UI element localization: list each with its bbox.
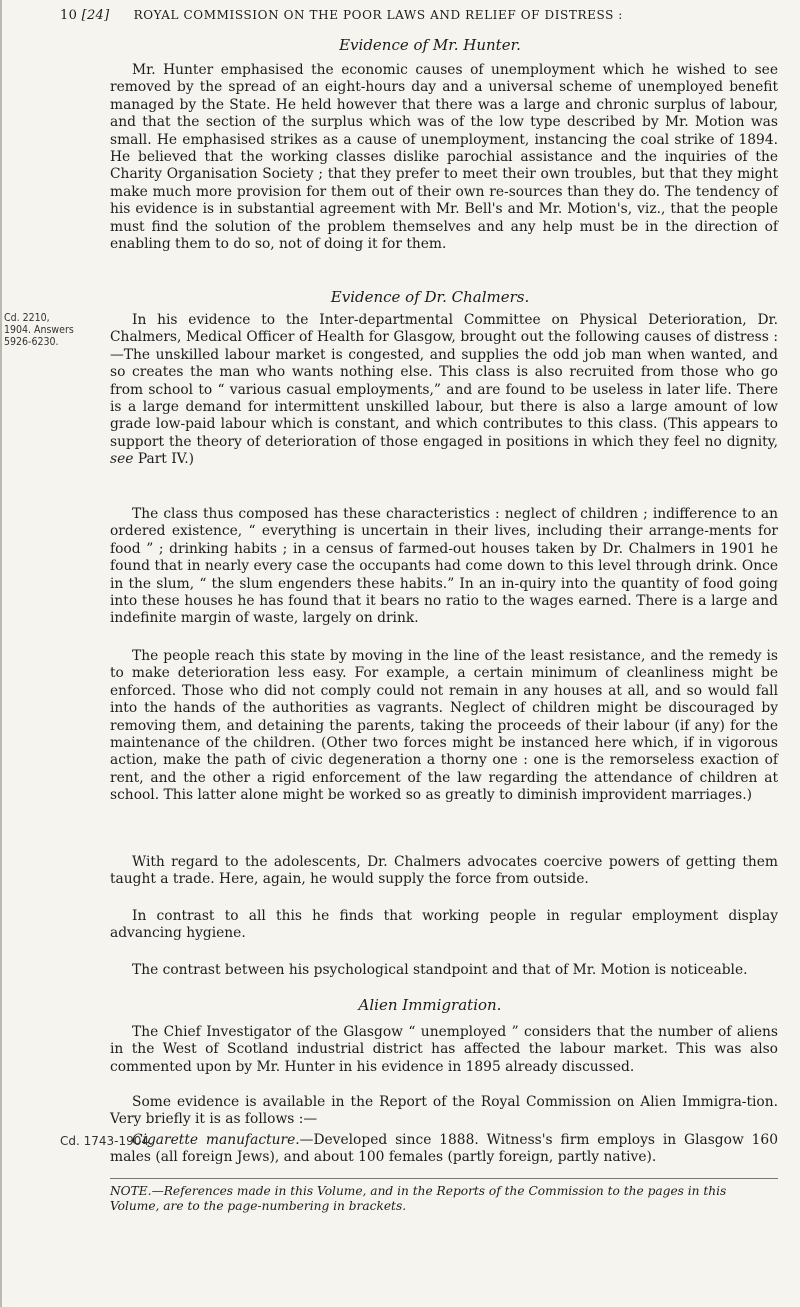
paragraph-chalmers-6: The contrast between his psychological standpoint and that of Mr. Motion is noticeable. bbox=[132, 962, 748, 978]
paragraph-chalmers-3: The people reach this state by moving in the line of the least resistance, and the remedy is to make deterioration less easy. For example, a certain minimum of cleanliness might be enforced. Those who did not comply could not remain in any houses at all, and so would fall into the hands of the authorities as vagrants. Neglect of children might be discouraged by removing them, and detaining the parents, taking the proceeds of their labour (if any) for the maintenance of the children. (Other two forces might be instanced here which, if in vigorous action, make the path of civic degeneration a thorny one : one is the remorseless exaction of rent, and the other a rigid enforcement of the law regarding the attendance of children at school. This latter alone might be worked so as greatly to diminish improvident marriages.) bbox=[110, 648, 778, 804]
paragraph-chalmers-5: In contrast to all this he finds that working people in regular employment display advancing hygiene. bbox=[110, 908, 778, 942]
paragraph-chalmers-2: The class thus composed has these characteristics : neglect of children ; indifference to an ordered existence, “ everything is uncertain in their lives, including their arrange-ments for food ” ; drinking habits ; in a census of farmed-out houses taken by Dr. Chalmers in 1901 he found that in nearly every case the occupants had come down to this level through drink. Once in the slum, “ the slum engenders these habits.” In an in-quiry into the quantity of food going into these houses he has found that it bears no ratio to the wages earned. There is a large and indefinite margin of waste, largely on drink. bbox=[110, 506, 778, 627]
margin-note-chalmers: Cd. 2210, 1904. Answers 5926-6230. bbox=[4, 312, 74, 348]
heading-alien-immigration: Alien Immigration. bbox=[358, 996, 502, 1014]
heading-hunter: Evidence of Mr. Hunter. bbox=[339, 36, 521, 54]
page-edge bbox=[0, 0, 2, 1307]
heading-chalmers: Evidence of Dr. Chalmers. bbox=[330, 288, 530, 306]
footnote-text: —References made in this Volume, and in the Reports of the Commission to the pages in this Volume, are to the page-numbering in brackets. bbox=[110, 1184, 727, 1213]
footnote bbox=[110, 1178, 778, 1214]
paragraph-chalmers-4: With regard to the adolescents, Dr. Chalmers advocates coercive powers of getting them taught a trade. Here, again, he would supply the force from outside. bbox=[110, 854, 778, 888]
footnote-label: NOTE. bbox=[110, 1184, 152, 1198]
paragraph-alien-1: The Chief Investigator of the Glasgow “ unemployed ” considers that the number of aliens in the West of Scotland industrial district has affected the labour market. This was also commented upon by Mr. Hunter in his evidence in 1895 already discussed. bbox=[110, 1024, 778, 1075]
running-title: ROYAL COMMISSION ON THE POOR LAWS AND RELIEF OF DISTRESS : bbox=[133, 8, 623, 22]
page-number: 10 [24] bbox=[60, 8, 110, 23]
margin-note-alien: Cd. 1743-1904. bbox=[60, 1134, 153, 1148]
running-header bbox=[60, 8, 780, 23]
paragraph-alien-2: Some evidence is available in the Report of the Royal Commission on Alien Immigra-tion. Very briefly it is as follows :— bbox=[110, 1094, 778, 1128]
paragraph-alien-3: Cigarette manufacture.—Developed since 1888. Witness's firm employs in Glasgow 160 males (all foreign Jews), and about 100 females (partly foreign, partly native). bbox=[110, 1132, 778, 1166]
paragraph-chalmers-1: In his evidence to the Inter-departmental Committee on Physical Deterioration, Dr. Chalmers, Medical Officer of Health for Glasgow, brought out the following causes of distress :—The unskilled labour market is congested, and supplies the odd job man when wanted, and so creates the man who wants nothing else. This class is also recruited from those who go from school to “ various casual employments,” and are found to be useless in later life. There is a large demand for intermittent unskilled labour, but there is also a large amount of low grade low-paid labour which is constant, and which contributes to this class. (This appears to support the theory of deterioration of those engaged in positions in which they feel no dignity, see Part IV.) bbox=[110, 312, 778, 468]
paragraph-hunter: Mr. Hunter emphasised the economic causes of unemployment which he wished to see removed by the spread of an eight-hours day and a universal scheme of unemployed benefit managed by the State. He held however that there was a large and chronic surplus of labour, and that the section of the surplus which was of the low type described by Mr. Motion was small. He emphasised strikes as a cause of unemployment, instancing the coal strike of 1894. He believed that the working classes dislike parochial assistance and the inquiries of the Charity Organisation Society ; that they prefer to meet their own troubles, but that they might make much more provision for them out of their own re-sources than they do. The tendency of his evidence is in substantial agreement with Mr. Bell's and Mr. Motion's, viz., that the people must find the solution of the problem themselves and any help must be in the direction of enabling them to do so, not of doing it for them. bbox=[110, 62, 778, 253]
